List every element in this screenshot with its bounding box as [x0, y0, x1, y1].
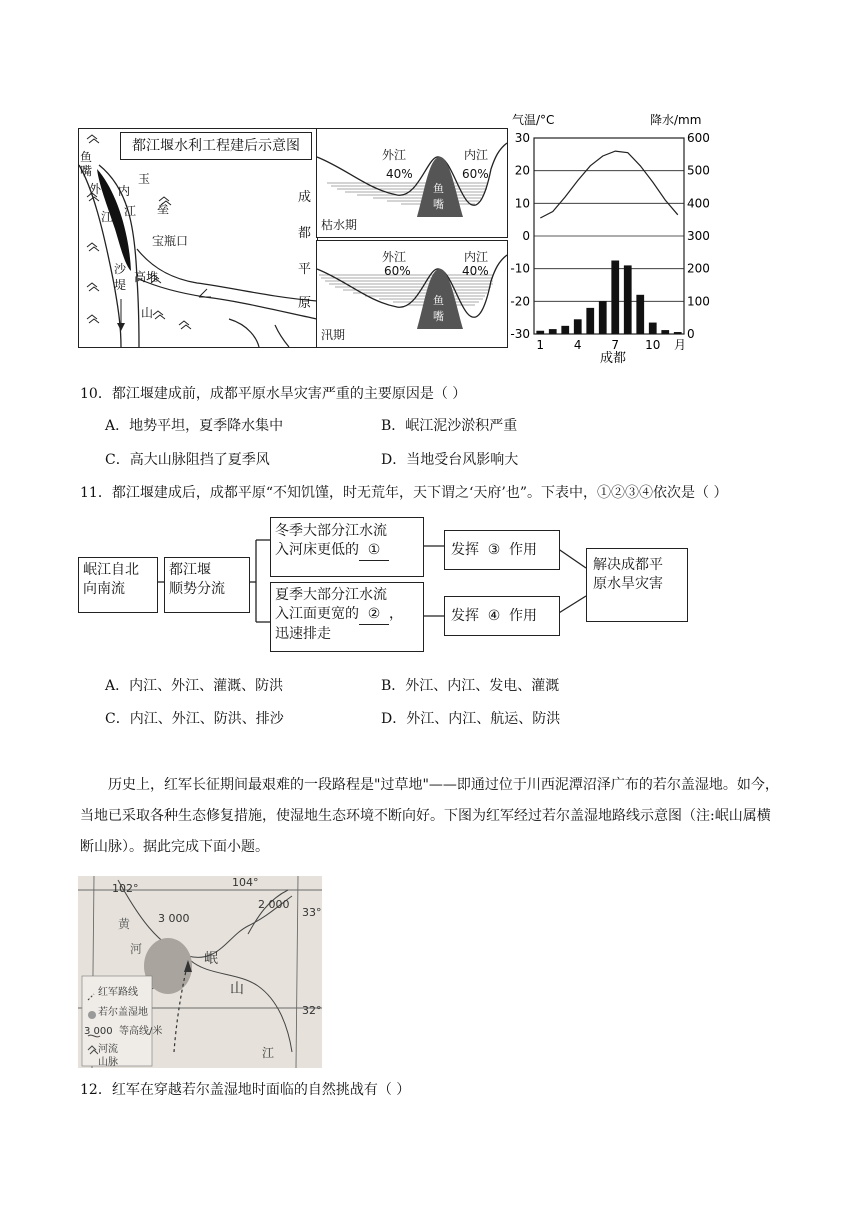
- temp-tick-labels: [510, 131, 530, 341]
- flood-neijiang: 内江: [464, 250, 489, 264]
- map2-legend-contour: 3 000 等高线/米: [84, 1026, 163, 1037]
- plain-char-1: 成: [298, 190, 312, 205]
- flow-box-summer-line3: 迅速排走: [275, 626, 331, 642]
- flow-box-dujiangyan-line2: 顺势分流: [169, 581, 225, 597]
- flow-box-result-line1: 解决成都平: [593, 557, 663, 573]
- precip-tick-label: 0: [687, 327, 695, 341]
- map2-river-2: 河: [130, 942, 143, 956]
- temp-tick-label: -20: [510, 294, 530, 309]
- effect-3-pre: 发挥: [451, 542, 479, 558]
- map2-lat2: 32°: [302, 1004, 322, 1017]
- label-waijiang-1: 外: [89, 182, 102, 196]
- label-yulei-1: 玉: [138, 172, 151, 186]
- dry-period-label: 枯水期: [321, 218, 358, 232]
- precip-tick-label: 500: [687, 163, 710, 178]
- precip-tick-label: 100: [687, 294, 710, 309]
- blank-1: ①: [359, 541, 389, 561]
- flood-waijiang-pct: 60%: [384, 264, 411, 278]
- plain-char-3: 平: [298, 262, 312, 277]
- label-yuzui: 鱼嘴: [80, 150, 93, 178]
- map2-legend-river: 河流: [98, 1044, 118, 1055]
- flow-box-winter: [270, 517, 424, 577]
- flood-neijiang-pct: 40%: [462, 264, 489, 278]
- temp-tick-label: -10: [510, 261, 530, 276]
- flood-period-label: 汛期: [321, 328, 346, 342]
- map2-contour-2000: 2 000: [258, 898, 290, 911]
- map2-legend-mountain: 山脉: [98, 1057, 118, 1068]
- q10-stem: 10．都江堰建成前，成都平原水旱灾害严重的主要原因是（ ）: [80, 386, 467, 402]
- x-tick-label: 7: [611, 338, 620, 352]
- precip-bar: [561, 326, 569, 334]
- map2-legend-wetland: 若尔盖湿地: [98, 1007, 148, 1018]
- precip-axis-label: 降水/mm: [650, 113, 702, 127]
- q10-option-a[interactable]: A．地势平坦，夏季降水集中: [105, 418, 284, 434]
- plain-char-4: 原: [298, 296, 312, 311]
- map2-river-1: 黄: [118, 917, 131, 931]
- map2-contour-3000: 3 000: [158, 912, 190, 925]
- dujiangyan-map: [78, 128, 318, 348]
- label-shan: 山: [141, 306, 154, 320]
- precip-tick-labels: [687, 131, 710, 341]
- precip-bar: [536, 331, 544, 334]
- precip-bar: [624, 265, 632, 334]
- flow-box-result-line2: 原水旱灾害: [593, 576, 663, 592]
- flow-box-result: [586, 548, 688, 622]
- precip-bar: [611, 261, 619, 335]
- temp-axis-label: 气温/°C: [512, 113, 555, 127]
- flow-box-winter-line1: 冬季大部分江水流: [275, 523, 387, 539]
- precip-bar: [574, 319, 582, 334]
- label-shatan-2: 堤: [114, 278, 127, 292]
- flow-box-summer-line2: 入江面更宽的: [275, 606, 359, 622]
- flood-yuzui-2: 嘴: [433, 310, 444, 323]
- x-axis-unit: 月: [673, 338, 687, 352]
- q11-stem: 11．都江堰建成后，成都平原“不知饥馑，时无荒年，天下谓之‘天府’也”。下表中，①②③④依次是（ ）: [80, 485, 728, 501]
- chart-frame: [534, 138, 684, 334]
- chart-title: 成都: [600, 351, 627, 366]
- plain-char-2: 都: [298, 226, 312, 241]
- chengdu-climate-chart: [508, 110, 710, 366]
- q11-option-a[interactable]: A．内江、外江、灌溉、防洪: [105, 678, 284, 694]
- temperature-line: [540, 151, 678, 218]
- flow-box-winter-line2: 入河床更低的: [275, 542, 359, 558]
- flow-box-effect-4: [444, 596, 560, 636]
- flow-box-minjiang-line1: 岷江自北: [83, 562, 139, 578]
- dry-yuzui-1: 鱼: [433, 182, 444, 195]
- q11-option-c[interactable]: C．内江、外江、防洪、排沙: [105, 711, 284, 727]
- temp-tick-label: 20: [514, 163, 530, 178]
- label-neijiang-1: 内: [118, 184, 131, 198]
- flow-box-dujiangyan-line1: 都江堰: [169, 562, 211, 578]
- flow-box-summer-line1: 夏季大部分江水流: [275, 587, 387, 603]
- map-title: 都江堰水利工程建后示意图: [120, 132, 312, 160]
- q11-option-d[interactable]: D．外江、内江、航运、防洪: [381, 711, 561, 727]
- q11-option-b[interactable]: B．外江、内江、发电、灌溉: [381, 678, 560, 694]
- passage-text: 历史上，红军长征期间最艰难的一段路程是"过草地"——即通过位于川西泥潭沼泽广布的若尔盖湿地。如今，当地已采取各种生态修复措施，使湿地生态环境不断向好。下图为红军经过若尔盖湿地路线示意图（注:岷山属横断山脉）。据此完成下面小题。: [80, 777, 779, 855]
- map2-jiang: 江: [262, 1046, 275, 1060]
- flood-waijiang: 外江: [382, 250, 407, 264]
- map2-mountain-2: 山: [230, 981, 244, 997]
- x-tick-label: 1: [536, 338, 545, 352]
- blank-4: ④: [479, 597, 509, 636]
- label-shatan-1: 沙: [114, 262, 127, 276]
- dry-neijiang: 内江: [464, 148, 489, 162]
- flow-box-summer: [270, 582, 424, 652]
- effect-4-pre: 发挥: [451, 608, 479, 624]
- temp-tick-label: 30: [514, 131, 530, 145]
- temp-tick-label: 0: [522, 229, 530, 243]
- label-waijiang-2: 江: [101, 210, 114, 224]
- map2-lon2: 104°: [232, 876, 259, 889]
- label-baopingkou: 宝瓶口: [152, 234, 189, 248]
- blank-2: ②: [359, 605, 389, 625]
- label-neijiang-2: 江: [124, 204, 137, 218]
- map2-lon1: 102°: [112, 882, 139, 895]
- precip-tick-label: 300: [687, 229, 710, 243]
- flow-box-minjiang: [78, 557, 158, 613]
- x-tick-label: 4: [573, 338, 582, 352]
- flow-box-summer-comma: ，: [389, 606, 403, 622]
- precip-tick-label: 200: [687, 261, 710, 276]
- flow-box-minjiang-line2: 向南流: [83, 581, 125, 597]
- precip-bar: [649, 323, 657, 334]
- map2-lat1: 33°: [302, 906, 322, 919]
- map2-legend-route: 红军路线: [98, 987, 138, 998]
- dry-yuzui-2: 嘴: [433, 198, 444, 211]
- dry-waijiang-pct: 40%: [386, 167, 413, 181]
- blank-3: ③: [479, 531, 509, 570]
- precip-tick-label: 400: [687, 196, 710, 211]
- temp-tick-label: 10: [514, 196, 530, 211]
- precip-tick-label: 600: [687, 131, 710, 145]
- dry-waijiang: 外江: [382, 148, 407, 162]
- flow-box-dujiangyan: [164, 557, 250, 613]
- map-drawing: [79, 129, 317, 347]
- precip-bar: [661, 330, 669, 334]
- label-gaodui: 高堆: [134, 270, 159, 284]
- precip-bar: [599, 301, 607, 334]
- q12-stem: 12．红军在穿越若尔盖湿地时面临的自然挑战有（ ）: [80, 1082, 411, 1098]
- effect-4-post: 作用: [509, 608, 537, 624]
- q10-option-b[interactable]: B．岷江泥沙淤积严重: [381, 418, 518, 434]
- precip-bar: [636, 295, 644, 334]
- x-tick-label: 10: [645, 338, 661, 352]
- flow-box-effect-3: [444, 530, 560, 570]
- temp-tick-label: -30: [510, 327, 530, 341]
- dry-neijiang-pct: 60%: [462, 167, 489, 181]
- precip-bar: [549, 329, 557, 334]
- flood-yuzui-1: 鱼: [433, 294, 444, 307]
- effect-3-post: 作用: [509, 542, 537, 558]
- precip-bars: [536, 261, 681, 335]
- precip-bar: [586, 308, 594, 334]
- q10-option-d[interactable]: D．当地受台风影响大: [381, 452, 519, 468]
- map2-min: 岷: [204, 951, 218, 967]
- x-tick-labels: [536, 338, 686, 352]
- label-yulei-2: 垒: [157, 202, 170, 216]
- precip-bar: [674, 332, 682, 334]
- q10-option-c[interactable]: C．高大山脉阻挡了夏季风: [105, 452, 270, 468]
